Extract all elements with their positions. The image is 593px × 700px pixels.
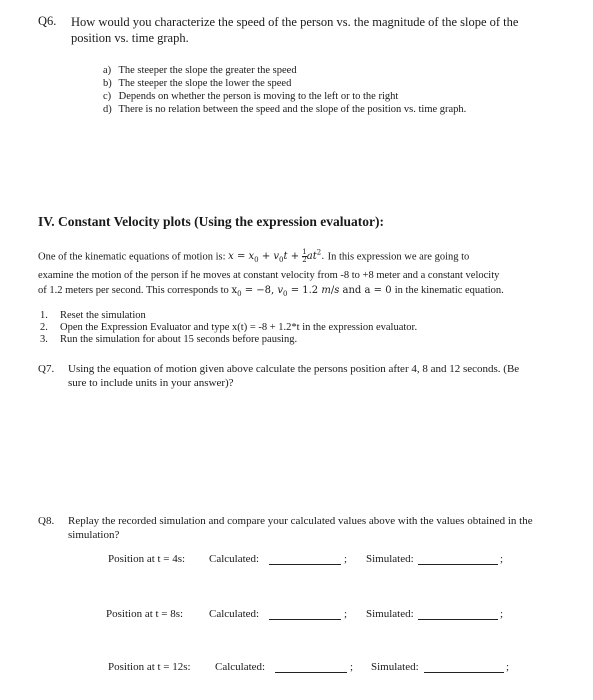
q6-text <box>71 14 581 46</box>
separator: ; <box>344 553 348 565</box>
q6-line-1: How would you characterize the speed of the person vs. the magnitude of the slope of the <box>71 15 519 29</box>
para-line-3-text-end: in the kinematic equation. <box>394 285 504 297</box>
option-text: Depends on whether the person is moving to the left or to the right <box>118 91 399 102</box>
step-number: 2. <box>40 322 48 333</box>
option-label: a) <box>103 65 112 76</box>
calculated-answer-blank[interactable] <box>275 663 347 673</box>
calculated-label: Calculated: <box>215 661 266 673</box>
separator: ; <box>506 661 510 673</box>
q6-line-2: position vs. time graph. <box>71 31 189 45</box>
separator: ; <box>350 661 354 673</box>
q6-number: Q6. <box>38 14 57 28</box>
q8-row-12s <box>0 661 593 675</box>
q6-option-d[interactable] <box>103 103 466 116</box>
option-label: b) <box>103 78 112 89</box>
option-label: c) <box>103 91 112 102</box>
q7-text <box>68 362 583 390</box>
position-label: Position at t = 12s: <box>108 661 191 673</box>
q8-line-1: Replay the recorded simulation and compare your calculated values above with the values obtained in the <box>68 515 533 527</box>
q8-text <box>68 514 583 542</box>
calculated-label: Calculated: <box>209 608 260 620</box>
para-line-1 <box>38 246 578 268</box>
calculated-label: Calculated: <box>209 553 260 565</box>
section-iv-paragraph <box>38 246 578 302</box>
simulated-label: Simulated: <box>371 661 419 673</box>
calculated-answer-blank[interactable] <box>269 555 341 565</box>
simulated-answer-blank[interactable] <box>418 610 498 620</box>
step-2 <box>40 322 417 334</box>
step-1 <box>40 310 417 322</box>
step-number: 1. <box>40 310 48 321</box>
kinematic-equation: $x = x_0 + v_0t$ + $\frac{1}{2}$ $at^2$. <box>228 248 328 265</box>
option-text: The steeper the slope the lower the speed <box>118 78 292 89</box>
initial-conditions: $x_0 = -8$, $v_0 = 1.2$ m/s and a = 0 <box>231 285 395 299</box>
q7-line-2: sure to include units in your answer)? <box>68 377 234 389</box>
q7-line-1: Using the equation of motion given above calculate the persons position after 4, 8 and 12 seconds. (Be <box>68 363 520 375</box>
step-text: Open the Expression Evaluator and type x(t) = -8 + 1.2*t in the expression evaluator. <box>60 322 418 333</box>
q6-option-c[interactable] <box>103 90 466 103</box>
option-text: There is no relation between the speed and the slope of the position vs. time graph. <box>118 104 467 115</box>
section-iv-steps <box>40 310 417 346</box>
q8-row-4s <box>0 553 593 567</box>
separator: ; <box>500 553 504 565</box>
step-text: Run the simulation for about 15 seconds before pausing. <box>60 334 298 345</box>
para-line-1-text: One of the kinematic equations of motion is: <box>38 251 226 263</box>
q8-line-2: simulation? <box>68 529 120 541</box>
step-number: 3. <box>40 334 48 345</box>
calculated-answer-blank[interactable] <box>269 610 341 620</box>
simulated-label: Simulated: <box>366 608 414 620</box>
para-line-3 <box>38 283 578 302</box>
separator: ; <box>500 608 504 620</box>
q6-option-a[interactable] <box>103 64 466 77</box>
position-label: Position at t = 8s: <box>106 608 184 620</box>
separator: ; <box>344 608 348 620</box>
q7-number: Q7. <box>38 363 55 375</box>
para-line-3-text: of 1.2 meters per second. This corresponds to <box>38 285 229 297</box>
option-label: d) <box>103 104 112 115</box>
section-iv-heading: IV. Constant Velocity plots (Using the expression evaluator): <box>38 214 385 229</box>
step-text: Reset the simulation <box>60 310 146 321</box>
simulated-label: Simulated: <box>366 553 414 565</box>
q6-options <box>103 64 466 116</box>
para-line-1-text-end: In this expression we are going to <box>327 251 470 263</box>
q6-option-b[interactable] <box>103 77 466 90</box>
simulated-answer-blank[interactable] <box>418 555 498 565</box>
simulated-answer-blank[interactable] <box>424 663 504 673</box>
q8-number: Q8. <box>38 515 55 527</box>
position-label: Position at t = 4s: <box>108 553 186 565</box>
para-line-2: examine the motion of the person if he moves at constant velocity from -8 to +8 meter and a constant velocity <box>38 270 500 282</box>
option-text: The steeper the slope the greater the speed <box>118 65 297 76</box>
step-3 <box>40 334 417 346</box>
q8-row-8s <box>0 608 593 622</box>
